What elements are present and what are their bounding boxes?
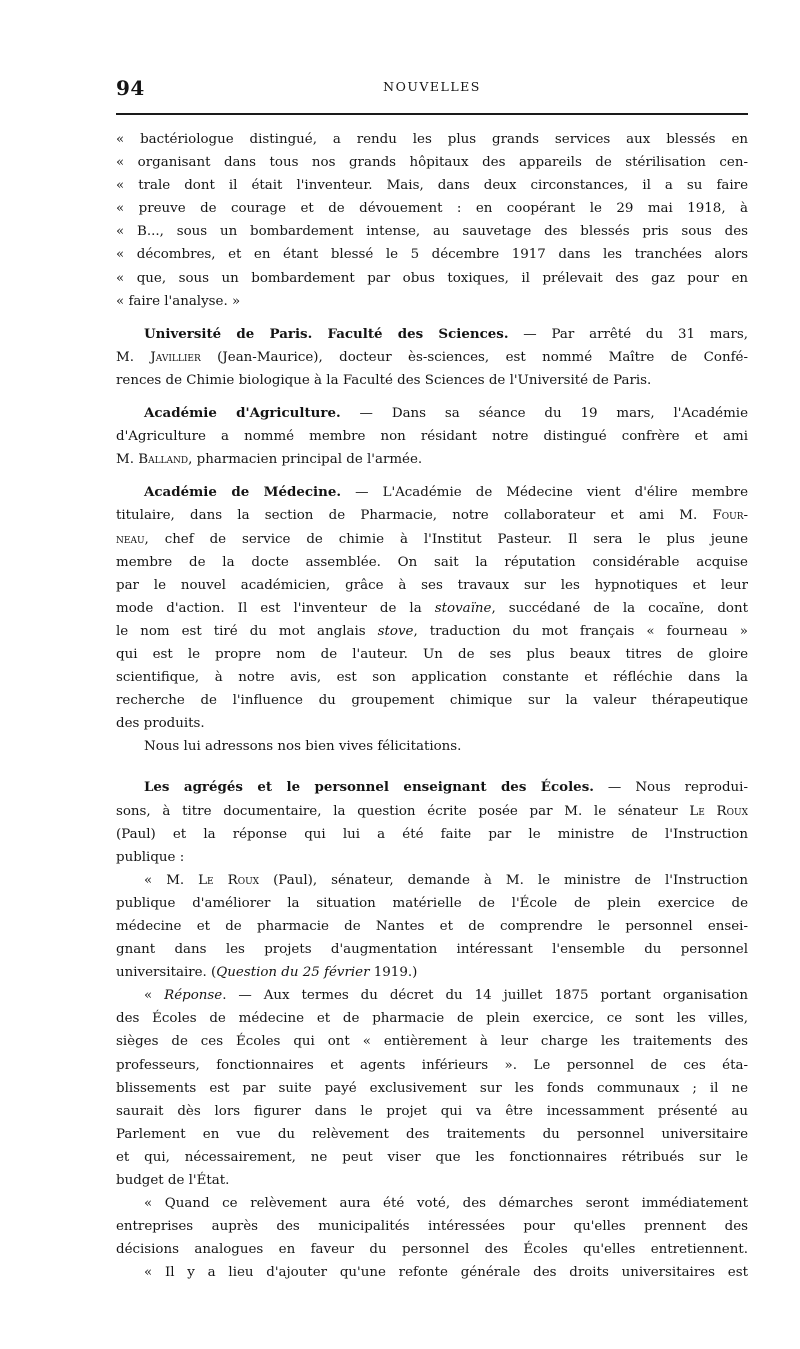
text-line: neau, chef de service de chimie à l'Institut Pasteur. Il sera le plus jeune: [116, 531, 748, 547]
text-line: mode d'action. Il est l'inventeur de la stovaïne, succédané de la cocaïne, dont: [116, 600, 748, 616]
text-line: Académie de Médecine. — L'Académie de Médecine vient d'élire membre: [144, 484, 748, 501]
running-title: NOUVELLES: [383, 79, 481, 94]
text-line: décisions analogues en faveur du personnel des Écoles qu'elles entretiennent.: [116, 1242, 748, 1258]
text-line: « B..., sous un bombardement intense, au sauvetage des blessés pris sous des: [116, 224, 748, 240]
text-line: médecine et de pharmacie de Nantes et de comprendre le personnel ensei-: [116, 919, 748, 934]
text-line: « faire l'analyse. »: [116, 293, 241, 309]
text-line: « décombres, et en étant blessé le 5 décembre 1917 dans les tranchées alors: [116, 247, 748, 263]
text-line: recherche de l'influence du groupement chimique sur la valeur thérapeutique: [116, 693, 748, 709]
text-line: scientifique, à notre avis, est son application constante et réfléchie dans la: [116, 670, 748, 686]
section-agriculture: [116, 402, 748, 471]
text-line: blissements est par suite payé exclusivement sur les fonds communaux ; il ne: [116, 1080, 748, 1096]
text-line: « Réponse. — Aux termes du décret du 14 juillet 1875 portant organisation: [144, 988, 748, 1004]
quote-continuation: [116, 128, 748, 313]
text-line: Les agrégés et le personnel enseignant des Écoles. — Nous reprodui-: [144, 779, 748, 796]
text-line: « que, sous un bombardement par obus toxiques, il prélevait des gaz pour en: [116, 270, 748, 286]
text-line: d'Agriculture a nommé membre non résidant notre distingué confrère et ami: [116, 429, 748, 445]
text-line: le nom est tiré du mot anglais stove, traduction du mot français « fourneau »: [116, 623, 748, 639]
text-line: gnant dans les projets d'augmentation intéressant l'ensemble du personnel: [116, 942, 748, 958]
text-line: budget de l'État.: [116, 1173, 230, 1189]
section-heading: Université de Paris. Faculté des Sciences.: [144, 325, 509, 342]
person-name: Balland: [138, 452, 189, 468]
person-name: Le Roux: [198, 872, 260, 888]
text-line: qui est le propre nom de l'auteur. Un de ses plus beaux titres de gloire: [116, 646, 748, 662]
page-number: 94: [116, 76, 145, 100]
text-line: des produits.: [116, 716, 205, 732]
header-rule: [116, 113, 748, 115]
section-heading: Académie de Médecine.: [144, 484, 342, 501]
text-line: « M. Le Roux (Paul), sénateur, demande à M. le ministre de l'Instruction: [144, 872, 748, 888]
text-line: (Paul) et la réponse qui lui a été faite par le ministre de l'Instruction: [116, 826, 748, 842]
page-body: [116, 128, 748, 1285]
person-name: Four-: [712, 508, 748, 524]
person-name: Javillier: [150, 349, 201, 365]
person-name: Le Roux: [689, 803, 748, 819]
text-line: entreprises auprès des municipalités intéressées pour qu'elles prennent des: [116, 1219, 748, 1235]
text-line: publique :: [116, 849, 185, 865]
section-heading: Académie d'Agriculture.: [144, 405, 341, 422]
text-line: Nous lui adressons nos bien vives félicitations.: [144, 739, 462, 755]
text-line: « preuve de courage et de dévouement : en coopérant le 29 mai 1918, à: [116, 201, 748, 217]
text-line: Parlement en vue du relèvement des traitements du personnel universitaire: [116, 1126, 748, 1142]
section-universite: [116, 323, 748, 392]
section-medecine: [116, 481, 748, 758]
text-line: sièges de ces Écoles qui ont « entièrement à leur charge les traitements des: [116, 1034, 748, 1050]
section-heading: Les agrégés et le personnel enseignant des Écoles.: [144, 779, 594, 796]
text-line: Académie d'Agriculture. — Dans sa séance du 19 mars, l'Académie: [144, 405, 748, 422]
text-line: universitaire. (Question du 25 février 1919.): [116, 965, 418, 981]
text-line: titulaire, dans la section de Pharmacie, notre collaborateur et ami M. Four-: [116, 508, 748, 524]
text-line: « Il y a lieu d'ajouter qu'une refonte générale des droits universitaires est: [144, 1265, 748, 1281]
text-line: « Quand ce relèvement aura été voté, des démarches seront immédiatement: [144, 1196, 748, 1212]
text-line: rences de Chimie biologique à la Faculté des Sciences de l'Université de Paris.: [116, 372, 652, 388]
page-header: [116, 76, 748, 116]
text-line: des Écoles de médecine et de pharmacie de plein exercice, ce sont les villes,: [116, 1011, 748, 1027]
section-agreges: [116, 776, 748, 1284]
text-line: par le nouvel académicien, grâce à ses travaux sur les hypnotiques et leur: [116, 577, 748, 593]
person-name: neau: [116, 531, 145, 547]
text-line: membre de la docte assemblée. On sait la réputation considérable acquise: [116, 554, 748, 570]
text-line: « bactériologue distingué, a rendu les plus grands services aux blessés en: [116, 132, 748, 147]
text-line: « organisant dans tous nos grands hôpitaux des appareils de stérilisation cen-: [116, 155, 748, 171]
text-line: M. Javillier (Jean-Maurice), docteur ès-sciences, est nommé Maître de Confé-: [116, 349, 748, 365]
text-line: « trale dont il était l'inventeur. Mais, dans deux circonstances, il a su faire: [116, 178, 748, 194]
text-line: et qui, nécessairement, ne peut viser que les fonctionnaires rétribués sur le: [116, 1149, 748, 1165]
text-line: saurait dès lors figurer dans le projet qui va être incessamment présenté au: [116, 1103, 748, 1119]
text-line: publique d'améliorer la situation matérielle de l'École de plein exercice de: [116, 895, 748, 911]
text-line: M. Balland, pharmacien principal de l'armée.: [116, 452, 423, 468]
text-line: sons, à titre documentaire, la question écrite posée par M. le sénateur Le Roux: [116, 803, 748, 819]
text-line: professeurs, fonctionnaires et agents inférieurs ». Le personnel de ces éta-: [116, 1057, 748, 1073]
text-line: Université de Paris. Faculté des Sciences. — Par arrêté du 31 mars,: [144, 325, 748, 342]
